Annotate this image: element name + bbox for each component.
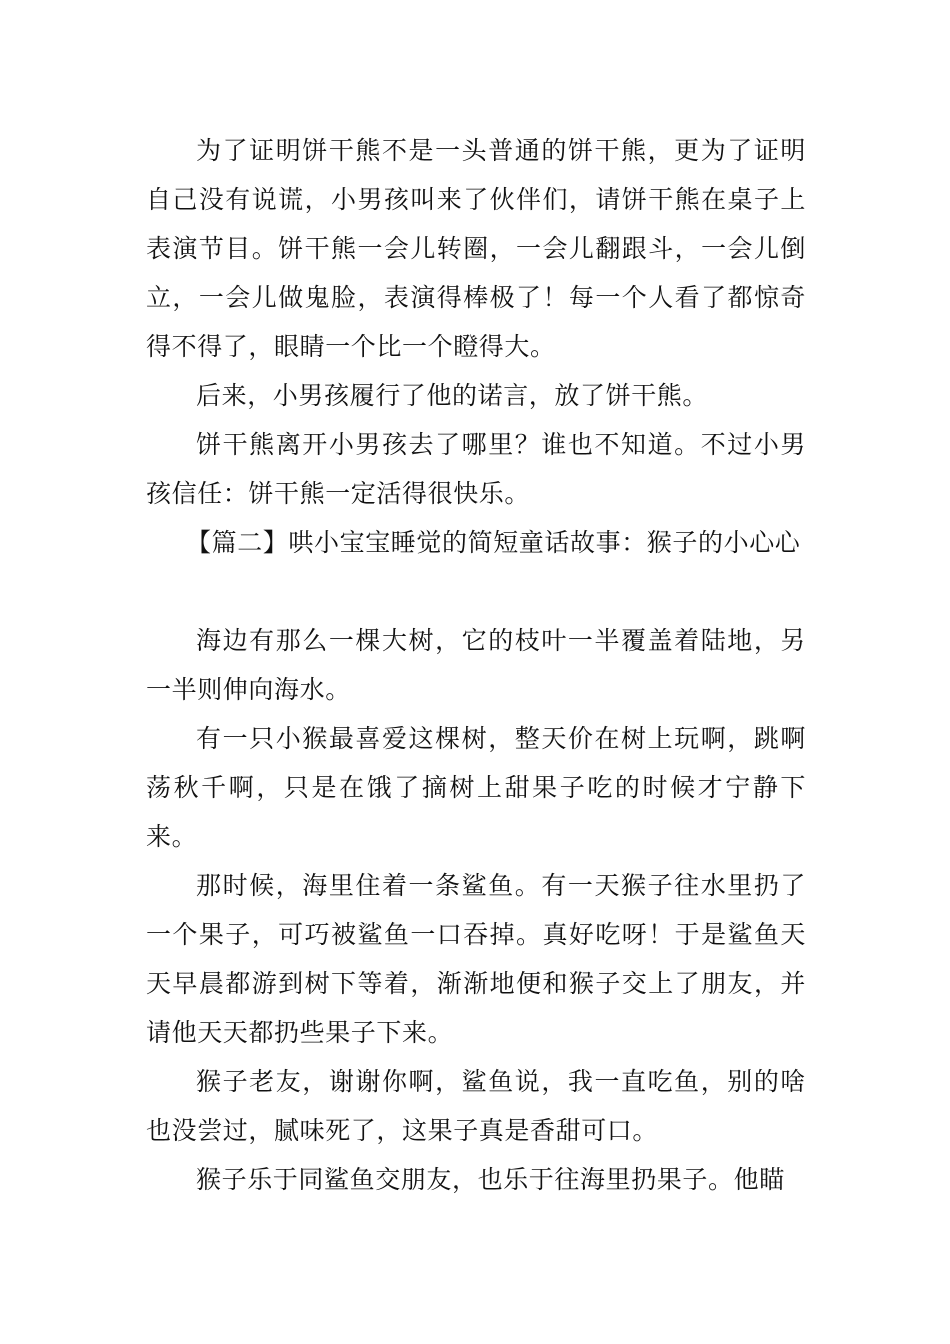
blank-line: [146, 567, 806, 616]
paragraph: 那时候，海里住着一条鲨鱼。有一天猴子往水里扔了一个果子，可巧被鲨鱼一口吞掉。真好吃呀！于是鲨鱼天天早晨都游到树下等着，渐渐地便和猴子交上了朋友，并请他天天都扔些果子下来。: [146, 871, 806, 1047]
paragraph: 饼干熊离开小男孩去了哪里？谁也不知道。不过小男孩信任：饼干熊一定活得很快乐。: [146, 430, 806, 508]
paragraph: 后来，小男孩履行了他的诺言，放了饼干熊。: [196, 381, 709, 410]
paragraph: 为了证明饼干熊不是一头普通的饼干熊，更为了证明自己没有说谎，小男孩叫来了伙伴们，请饼干熊在桌子上表演节目。饼干熊一会儿转圈，一会儿翻跟斗，一会儿倒立，一会儿做鬼脸，表演得棒极了！每一个人看了都惊奇得不得了，眼睛一个比一个瞪得大。: [146, 136, 806, 361]
section-heading: 【篇二】哄小宝宝睡觉的简短童话故事：猴子的小心心: [186, 528, 801, 557]
document-body: [146, 126, 806, 1204]
paragraph: 猴子老友，谢谢你啊，鲨鱼说，我一直吃鱼，别的啥也没尝过，腻味死了，这果子真是香甜可口。: [146, 1067, 806, 1145]
paragraph: 猴子乐于同鲨鱼交朋友，也乐于往海里扔果子。他瞄: [196, 1165, 785, 1194]
paragraph: 海边有那么一棵大树，它的枝叶一半覆盖着陆地，另一半则伸向海水。: [146, 626, 806, 704]
paragraph: 有一只小猴最喜爱这棵树，整天价在树上玩啊，跳啊荡秋千啊，只是在饿了摘树上甜果子吃的时候才宁静下来。: [146, 724, 806, 851]
